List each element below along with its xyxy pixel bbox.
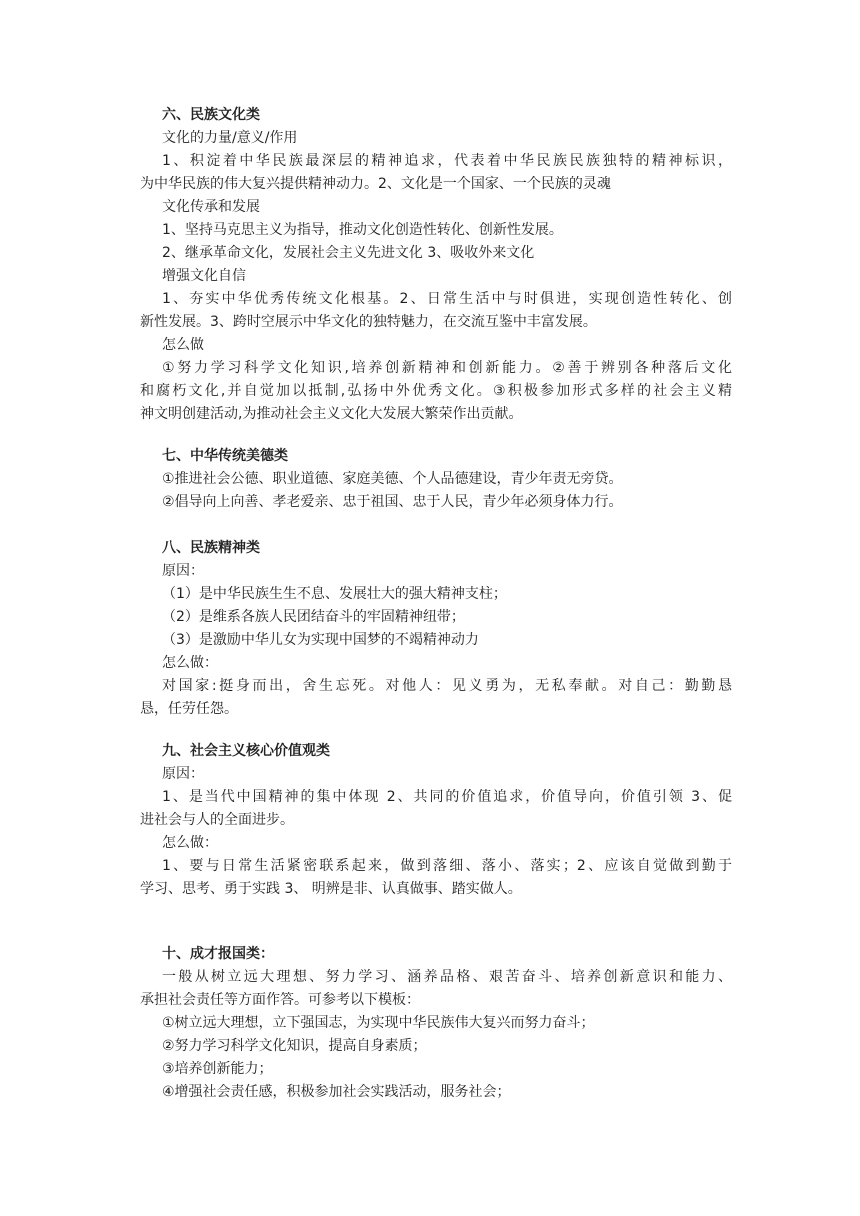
paragraph-line: 学习、思考、勇于实践 3、 明辨是非、认真做事、踏实做人。 bbox=[140, 881, 522, 897]
section-heading-10: 十、成才报国类： bbox=[162, 946, 274, 962]
list-item: （2）是维系各族人民团结奋斗的牢固精神纽带； bbox=[162, 609, 465, 625]
paragraph-line: 2、继承革命文化，发展社会主义先进文化 3、吸收外来文化 bbox=[162, 245, 535, 261]
subheading-culture-power: 文化的力量/意义/作用 bbox=[162, 130, 298, 146]
paragraph-line: 为中华民族的伟大复兴提供精神动力。2、文化是一个国家、一个民族的灵魂 bbox=[140, 176, 611, 192]
subheading-how-to: 怎么做 bbox=[162, 337, 204, 353]
paragraph-line: 1、积淀着中华民族最深层的精神追求，代表着中华民族民族独特的精神标识， bbox=[162, 153, 732, 169]
paragraph-line: 新性发展。3、跨时空展示中华文化的独特魅力，在交流互鉴中丰富发展。 bbox=[140, 314, 597, 330]
list-item: ②努力学习科学文化知识，提高自身素质； bbox=[162, 1038, 427, 1054]
section-heading-6: 六、民族文化类 bbox=[162, 107, 260, 123]
paragraph-line: 1、是当代中国精神的集中体现 2、共同的价值追求，价值导向，价值引领 3、促 bbox=[162, 789, 732, 805]
paragraph-line: ②倡导向上向善、孝老爱亲、忠于祖国、忠于人民，青少年必须身体力行。 bbox=[162, 494, 623, 510]
subheading-how-to: 怎么做： bbox=[162, 835, 218, 851]
subheading-culture-inherit: 文化传承和发展 bbox=[162, 199, 260, 215]
list-item: ③培养创新能力； bbox=[162, 1061, 273, 1077]
paragraph-line: 承担社会责任等方面作答。可参考以下模板： bbox=[140, 992, 420, 1008]
list-item: ④增强社会责任感，积极参加社会实践活动，服务社会； bbox=[162, 1084, 511, 1100]
list-item: （3）是激励中华儿女为实现中国梦的不竭精神动力 bbox=[162, 632, 479, 648]
subheading-how-to: 怎么做： bbox=[162, 655, 218, 671]
list-item: ①树立远大理想，立下强国志，为实现中华民族伟大复兴而努力奋斗； bbox=[162, 1015, 595, 1031]
paragraph-line: 1、夯实中华优秀传统文化根基。2、日常生活中与时俱进，实现创造性转化、创 bbox=[162, 291, 732, 307]
paragraph-line: 一般从树立远大理想、努力学习、涵养品格、艰苦奋斗、培养创新意识和能力、 bbox=[162, 969, 732, 985]
section-heading-8: 八、民族精神类 bbox=[162, 540, 260, 556]
paragraph-line: 神文明创建活动,为推动社会主义文化大发展大繁荣作出贡献。 bbox=[140, 406, 523, 422]
paragraph-line: ①努力学习科学文化知识,培养创新精神和创新能力。②善于辨别各种落后文化 bbox=[162, 360, 732, 376]
subheading-culture-confidence: 增强文化自信 bbox=[162, 268, 246, 284]
paragraph-line: 1、坚持马克思主义为指导，推动文化创造性转化、创新性发展。 bbox=[162, 222, 563, 238]
paragraph-line: 1、要与日常生活紧密联系起来，做到落细、落小、落实；2、应该自觉做到勤于 bbox=[162, 858, 732, 874]
subheading-reason: 原因： bbox=[162, 563, 204, 579]
subheading-reason: 原因： bbox=[162, 766, 204, 782]
section-heading-9: 九、社会主义核心价值观类 bbox=[162, 743, 330, 759]
section-heading-7: 七、中华传统美德类 bbox=[162, 448, 288, 464]
paragraph-line: 恳，任劳任怨。 bbox=[140, 701, 238, 717]
paragraph-line: 对国家:挺身而出，舍生忘死。对他人：见义勇为，无私奉献。对自己：勤勤恳 bbox=[162, 678, 732, 694]
paragraph-line: 进社会与人的全面进步。 bbox=[140, 812, 294, 828]
paragraph-line: ①推进社会公德、职业道德、家庭美德、个人品德建设，青少年责无旁贷。 bbox=[162, 471, 623, 487]
paragraph-line: 和腐朽文化,并自觉加以抵制,弘扬中外优秀文化。③积极参加形式多样的社会主义精 bbox=[140, 383, 732, 399]
list-item: （1）是中华民族生生不息、发展壮大的强大精神支柱； bbox=[162, 586, 507, 602]
